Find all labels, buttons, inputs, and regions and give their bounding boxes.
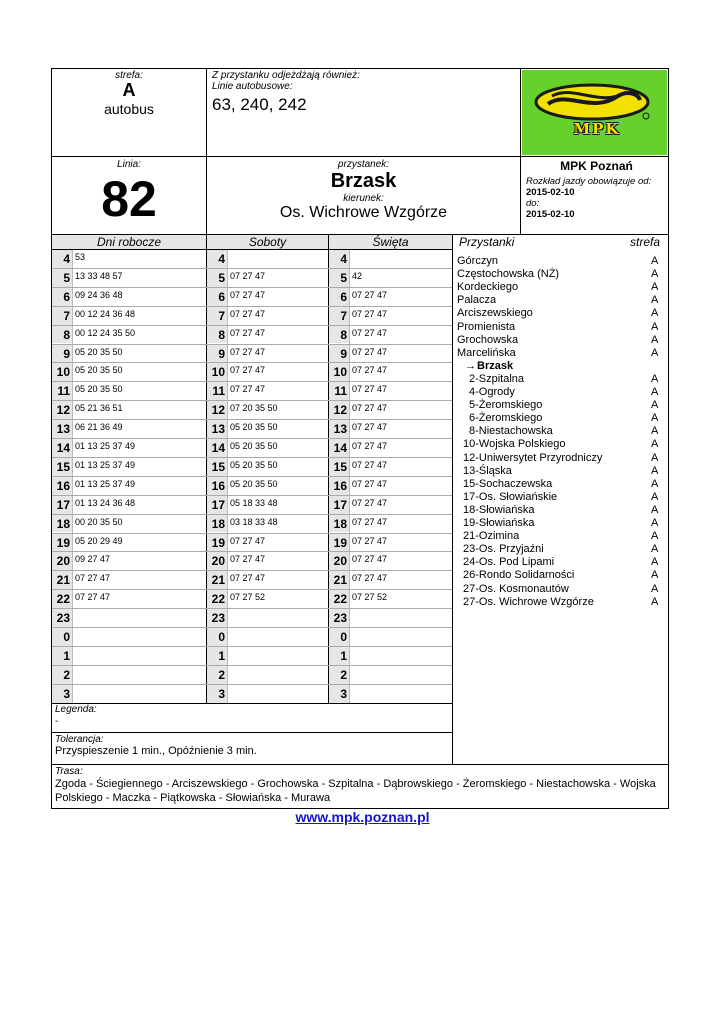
weekday-minutes: 01 13 25 37 49 — [75, 478, 136, 489]
stop-zone: A — [651, 399, 659, 412]
holiday-minutes: 07 27 47 — [352, 365, 388, 376]
saturday-hour: 23 — [211, 611, 225, 626]
stop-zone: A — [651, 281, 659, 294]
saturday-hour: 15 — [211, 459, 225, 474]
saturday-hour: 18 — [211, 516, 225, 531]
weekday-minutes: 07 27 47 — [75, 573, 111, 584]
weekday-hour: 6 — [63, 289, 70, 304]
mpk-logo — [522, 70, 667, 155]
stop-name: Kordeckiego — [457, 281, 519, 294]
saturday-hour: 1 — [218, 648, 225, 663]
valid-label: Rozkład jazdy obowiązuje od: — [526, 176, 652, 187]
weekday-hour: 2 — [63, 667, 70, 682]
saturday-hour: 19 — [211, 535, 225, 550]
holiday-minutes: 07 27 47 — [352, 384, 388, 395]
holiday-minutes: 07 27 52 — [352, 592, 388, 603]
holiday-hour: 1 — [340, 648, 347, 663]
holiday-hour: 21 — [333, 573, 347, 588]
saturday-minutes: 05 20 35 50 — [230, 422, 278, 433]
direction: Os. Wichrowe Wzgórze — [279, 204, 448, 221]
stop-zone: A — [651, 268, 659, 281]
saturday-hour: 9 — [218, 346, 225, 361]
stop-name: 13-Śląska — [463, 464, 512, 477]
weekday-hour: 13 — [56, 422, 70, 437]
holiday-hour: 22 — [333, 592, 347, 607]
stop-name: 27-Os. Wichrowe Wzgórze — [463, 595, 594, 608]
weekday-minutes: 09 27 47 — [75, 554, 111, 565]
holiday-minutes: 07 27 47 — [352, 346, 388, 357]
vehicle-type: autobus — [104, 101, 154, 117]
saturday-hour: 17 — [211, 497, 225, 512]
stop-name: 12-Uniwersytet Przyrodniczy — [463, 451, 603, 464]
bus-lines-label: Linie autobusowe: — [212, 81, 293, 92]
saturday-minutes: 07 27 47 — [230, 535, 266, 546]
mpk-logo-text: MPK — [573, 120, 621, 138]
stop-name: Promienista — [457, 320, 516, 333]
weekday-hour: 1 — [63, 648, 70, 663]
saturday-hour: 12 — [211, 403, 225, 418]
holiday-hour: 7 — [340, 308, 347, 323]
weekday-minutes: 00 20 35 50 — [75, 516, 123, 527]
stop-zone: A — [651, 372, 659, 385]
stop-name: 26-Rondo Solidarności — [463, 569, 575, 582]
stop-name: Górczyn — [457, 255, 498, 267]
stop-zone: A — [651, 477, 659, 490]
saturday-minutes: 05 20 35 50 — [230, 441, 278, 451]
holiday-minutes: 07 27 47 — [352, 289, 388, 300]
stop-zone: A — [651, 569, 659, 582]
weekday-minutes: 06 21 36 49 — [75, 422, 123, 433]
route-label: Trasa: — [55, 766, 83, 777]
weekday-minutes: 05 21 36 51 — [75, 403, 123, 414]
stop-name: 21-Ozimina — [463, 530, 520, 543]
stop-zone: A — [651, 543, 659, 556]
weekday-hour: 9 — [63, 346, 70, 361]
weekday-minutes: 05 20 29 49 — [75, 535, 123, 546]
stop-name: Marcelińska — [457, 346, 516, 359]
stop-zone: A — [651, 320, 659, 333]
stop-name: 15-Sochaczewska — [463, 477, 553, 490]
stop-zone: A — [651, 464, 659, 477]
saturday-minutes: 07 27 47 — [230, 554, 266, 565]
saturday-hour: 3 — [218, 686, 225, 701]
holiday-minutes: 07 27 47 — [352, 478, 388, 489]
line-number: 82 — [101, 171, 157, 227]
weekday-minutes: 05 20 35 50 — [75, 384, 123, 395]
saturday-hour: 2 — [218, 667, 225, 682]
validity-block — [526, 159, 667, 220]
stop-zone: A — [651, 346, 659, 359]
holiday-minutes: 07 27 47 — [352, 497, 388, 508]
holiday-minutes: 07 27 47 — [352, 535, 388, 546]
stop-zone: A — [651, 438, 659, 451]
saturday-hour: 16 — [211, 478, 225, 493]
holiday-minutes: 07 27 47 — [352, 573, 388, 584]
holiday-minutes: 07 27 47 — [352, 459, 388, 470]
holiday-hour: 8 — [340, 327, 347, 342]
weekday-minutes: 01 13 25 37 49 — [75, 459, 136, 470]
saturday-minutes: 05 20 35 50 — [230, 478, 278, 489]
holiday-hour: 2 — [340, 667, 347, 682]
stop-name: Arciszewskiego — [457, 307, 533, 320]
saturday-minutes: 05 18 33 48 — [230, 497, 278, 508]
stop-zone: A — [651, 490, 659, 503]
stop-name: 27-Os. Kosmonautów — [463, 582, 569, 595]
stop-name: 24-Os. Pod Lipami — [463, 556, 555, 569]
arrow-right-icon: → — [465, 359, 476, 372]
stop-zone: A — [651, 425, 659, 438]
weekday-hour: 15 — [56, 459, 70, 474]
tolerance-label: Tolerancja: — [55, 734, 104, 745]
stop-name: Częstochowska (NŻ) — [457, 268, 560, 281]
zone-value: A — [122, 80, 136, 100]
holiday-hour: 9 — [340, 346, 347, 361]
stop-zone: A — [651, 517, 659, 529]
direction-label: kierunek: — [343, 193, 384, 204]
saturday-minutes: 07 27 52 — [230, 592, 266, 603]
saturday-hour: 10 — [211, 365, 225, 380]
saturday-minutes: 03 18 33 48 — [230, 516, 278, 527]
saturday-minutes: 07 27 47 — [230, 289, 266, 300]
valid-to: 2015-02-10 — [526, 209, 575, 220]
holiday-hour: 20 — [333, 554, 347, 569]
weekday-hour: 19 — [56, 535, 70, 550]
weekday-hour: 18 — [56, 516, 70, 531]
saturday-minutes: 07 27 47 — [230, 573, 266, 584]
holiday-minutes: 07 27 47 — [352, 516, 388, 527]
stop-zone: A — [651, 255, 659, 267]
holiday-hour: 14 — [333, 441, 347, 455]
holiday-hour: 6 — [340, 289, 347, 304]
holiday-minutes: 07 27 47 — [352, 327, 388, 338]
holiday-hour: 16 — [333, 478, 347, 493]
stops-list — [453, 255, 668, 615]
stop-zone: A — [651, 412, 659, 425]
holiday-hour: 15 — [333, 459, 347, 474]
weekday-hour: 12 — [56, 403, 70, 418]
weekday-hour: 22 — [56, 592, 70, 607]
weekday-minutes: 00 12 24 36 48 — [75, 308, 136, 319]
stop-name: 10-Wojska Polskiego — [463, 438, 566, 451]
weekday-hour: 10 — [56, 365, 70, 380]
holiday-hour: 3 — [340, 686, 347, 701]
stop-name: Palacza — [457, 294, 497, 307]
line-block — [52, 159, 206, 226]
holiday-minutes: 07 27 47 — [352, 403, 388, 414]
header-weekday: Dni robocze — [96, 235, 162, 249]
saturday-minutes: 05 20 35 50 — [230, 459, 278, 470]
line-label: Linia: — [117, 159, 141, 170]
legend-label: Legenda: — [55, 704, 97, 715]
weekday-minutes: 01 13 24 36 48 — [75, 497, 136, 508]
holiday-hour: 0 — [340, 630, 347, 644]
current-stop: →Brzask — [465, 359, 514, 372]
saturday-hour: 0 — [218, 630, 225, 644]
holiday-minutes: 07 27 47 — [352, 422, 388, 433]
saturday-hour: 11 — [212, 384, 225, 399]
stop-name: 4-Ogrody — [469, 386, 515, 398]
weekday-hour: 16 — [56, 478, 70, 493]
weekday-hour: 5 — [63, 270, 70, 285]
weekday-minutes: 05 20 35 50 — [75, 346, 123, 357]
stop-zone: A — [651, 503, 659, 516]
holiday-hour: 11 — [334, 384, 347, 399]
holiday-hour: 18 — [333, 516, 347, 531]
stop-zone: A — [651, 582, 659, 595]
stop-zone: A — [651, 294, 659, 307]
stop-name: 23-Os. Przyjaźni — [463, 543, 544, 556]
saturday-minutes: 07 27 47 — [230, 384, 266, 395]
weekday-hour: 3 — [63, 686, 70, 701]
stop-name: 2-Szpitalna — [469, 372, 525, 385]
stop-zone: A — [651, 307, 659, 320]
stop-zone: A — [651, 333, 659, 346]
weekday-hour: 8 — [63, 327, 70, 342]
saturday-hour: 20 — [211, 554, 225, 569]
weekday-hour: 0 — [63, 630, 70, 644]
stop-block — [207, 159, 520, 222]
timetable-grid — [52, 250, 452, 704]
saturday-hour: 6 — [218, 289, 225, 304]
mpk-website-link[interactable]: www.mpk.poznan.pl — [295, 809, 430, 825]
saturday-hour: 21 — [211, 573, 225, 588]
weekday-hour: 4 — [63, 252, 70, 266]
holiday-hour: 17 — [333, 497, 347, 512]
weekday-hour: 21 — [56, 573, 70, 588]
stop-zone: A — [651, 451, 659, 464]
to-label: do: — [526, 198, 540, 209]
weekday-minutes: 07 27 47 — [75, 592, 111, 603]
header-stops: Przystanki — [459, 235, 515, 249]
saturday-minutes: 07 27 47 — [230, 346, 266, 357]
weekday-hour: 7 — [63, 308, 70, 323]
valid-from: 2015-02-10 — [526, 187, 575, 198]
saturday-minutes: 07 27 47 — [230, 365, 266, 376]
weekday-minutes: 00 12 24 35 50 — [75, 327, 136, 338]
holiday-hour: 10 — [333, 365, 347, 380]
stop-zone: A — [651, 556, 659, 569]
route-line-2: Polskiego - Maczka - Piątkowska - Słowiańska - Murawa — [55, 792, 331, 804]
weekday-minutes: 05 20 35 50 — [75, 365, 123, 376]
holiday-minutes: 42 — [352, 270, 363, 281]
saturday-hour: 13 — [211, 422, 225, 437]
saturday-hour: 4 — [218, 252, 225, 266]
saturday-minutes: 07 27 47 — [230, 327, 266, 338]
legend-value: - — [55, 716, 59, 727]
stop-name: 8-Niestachowska — [469, 425, 553, 438]
holiday-minutes: 07 27 47 — [352, 554, 388, 565]
saturday-hour: 8 — [218, 327, 225, 342]
header-holiday: Święta — [372, 235, 409, 249]
header-saturday: Soboty — [248, 235, 287, 249]
other-lines-block — [212, 70, 512, 115]
stop-name: 5-Żeromskiego — [469, 399, 543, 412]
saturday-hour: 5 — [218, 270, 225, 285]
stop-zone: A — [651, 595, 659, 608]
stop-name: 19-Słowiańska — [463, 517, 535, 529]
stop-name: 6-Żeromskiego — [469, 412, 543, 425]
zone-block — [52, 70, 206, 117]
stop-name: Brzask — [330, 170, 397, 192]
stop-name: Grochowska — [457, 333, 519, 346]
weekday-hour: 23 — [56, 611, 70, 626]
weekday-minutes: 53 — [75, 252, 86, 262]
route-line-1: Zgoda - Ściegiennego - Arciszewskiego - Grochowska - Szpitalna - Dąbrowskiego - Żeromskiego - Niestachowska - Wojska — [55, 778, 656, 790]
saturday-hour: 14 — [211, 441, 225, 455]
bus-lines: 63, 240, 242 — [212, 95, 307, 114]
stop-label: przystanek: — [337, 159, 390, 170]
header-zone: strefa — [630, 235, 661, 249]
holiday-hour: 12 — [333, 403, 347, 418]
saturday-hour: 22 — [211, 592, 225, 607]
weekday-hour: 20 — [56, 554, 70, 569]
stop-zone: A — [651, 386, 659, 398]
saturday-minutes: 07 27 47 — [230, 270, 266, 281]
holiday-hour: 5 — [340, 270, 347, 285]
stop-zone: A — [651, 530, 659, 543]
weekday-hour: 14 — [56, 441, 70, 455]
weekday-hour: 11 — [57, 384, 70, 399]
holiday-hour: 23 — [333, 611, 347, 626]
weekday-minutes: 09 24 36 48 — [75, 289, 123, 300]
also-label: Z przystanku odjeżdżają również: — [212, 70, 360, 81]
holiday-minutes: 07 27 47 — [352, 308, 388, 319]
zone-label: strefa: — [115, 70, 143, 81]
holiday-hour: 4 — [340, 252, 347, 266]
company-name: MPK Poznań — [560, 159, 633, 173]
weekday-minutes: 01 13 25 37 49 — [75, 441, 136, 451]
stop-name: 18-Słowiańska — [463, 503, 535, 516]
holiday-hour: 13 — [333, 422, 347, 437]
holiday-minutes: 07 27 47 — [352, 441, 388, 451]
saturday-hour: 7 — [218, 308, 225, 323]
weekday-hour: 17 — [56, 497, 70, 512]
saturday-minutes: 07 27 47 — [230, 308, 266, 319]
holiday-hour: 19 — [333, 535, 347, 550]
tolerance-value: Przyspieszenie 1 min., Opóźnienie 3 min. — [55, 745, 257, 757]
weekday-minutes: 13 33 48 57 — [75, 270, 123, 281]
stop-name: 17-Os. Słowiańskie — [463, 490, 558, 503]
saturday-minutes: 07 20 35 50 — [230, 403, 278, 414]
